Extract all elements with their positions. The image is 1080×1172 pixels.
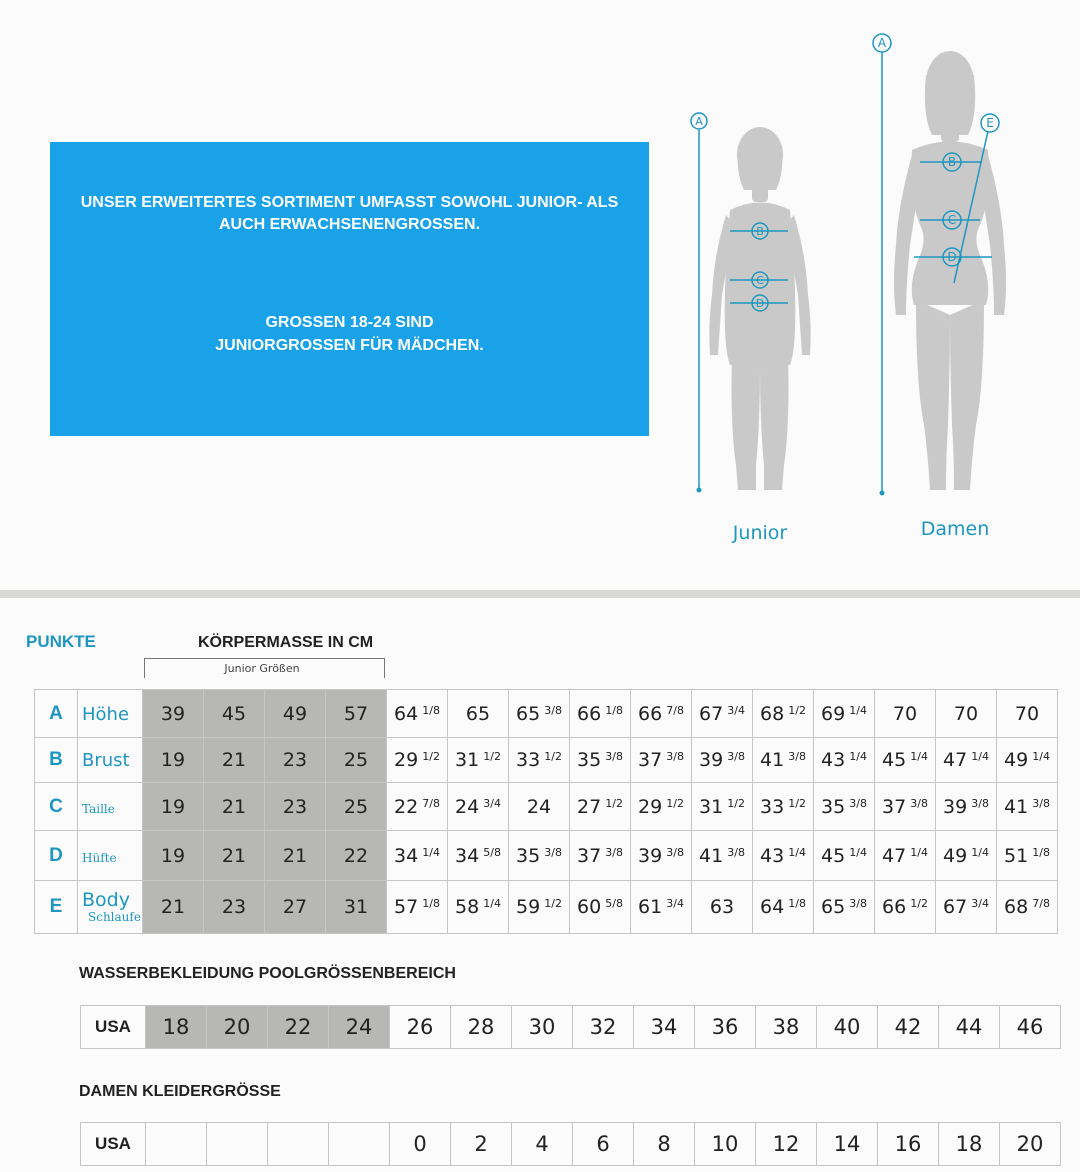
measurement-value: 33	[516, 749, 541, 771]
banner-line-2: AUCH ERWACHSENENGROSSEN.	[218, 216, 481, 233]
measurement-fraction: 1/4	[971, 750, 989, 763]
measurement-cell	[753, 881, 814, 934]
measurement-fraction: 3/8	[910, 796, 928, 810]
measurement-value: 31	[343, 896, 369, 918]
measurement-cell	[448, 881, 509, 934]
measurement-value: 51	[1004, 844, 1029, 867]
measurement-cell	[753, 831, 814, 881]
measurement-cell	[997, 881, 1058, 934]
measurement-value: 37	[638, 749, 663, 771]
measurement-cell	[936, 690, 997, 738]
measurement-cell	[631, 690, 692, 738]
measurement-fraction: 3/8	[788, 750, 806, 763]
measurement-cell	[997, 831, 1058, 881]
measurement-cell	[265, 831, 326, 881]
measurement-value: 27	[282, 896, 308, 918]
koerpermasse-heading: KÖRPERMASSE IN CM	[198, 634, 374, 651]
measurement-value: 22	[343, 844, 369, 867]
measurement-row	[35, 831, 1058, 881]
measurement-cell	[204, 738, 265, 783]
measurement-value: 45	[221, 702, 247, 725]
measurement-value: 64	[760, 896, 785, 918]
measurement-fraction: 3/8	[971, 796, 989, 810]
size-cell: 32	[573, 1006, 634, 1049]
damen-marker-c: C	[947, 213, 957, 227]
size-cell: 14	[817, 1123, 878, 1166]
dress-sizes-title: DAMEN KLEIDERGRÖSSE	[79, 1083, 281, 1100]
measurement-cell	[204, 831, 265, 881]
measurement-fraction: 7/8	[422, 796, 440, 810]
measurement-fraction: 3/8	[544, 703, 562, 717]
measurement-cell	[875, 690, 936, 738]
measurement-value: 63	[709, 896, 735, 918]
measurement-cell	[753, 783, 814, 831]
measurement-value: 21	[282, 844, 308, 867]
point-name-text: Taille	[82, 801, 115, 816]
point-letter: A	[35, 690, 78, 738]
measurement-cell	[814, 783, 875, 831]
measurement-value: 45	[882, 749, 907, 771]
measurement-cell	[936, 881, 997, 934]
measurement-cell	[387, 881, 448, 934]
measurement-value: 39	[160, 702, 186, 725]
measurement-cell	[509, 831, 570, 881]
measurement-value: 19	[160, 749, 186, 771]
info-banner	[50, 142, 649, 436]
measurement-fraction: 1/2	[605, 796, 623, 810]
measurement-cell	[143, 690, 204, 738]
point-name	[78, 738, 143, 783]
junior-marker-b: B	[756, 225, 764, 238]
measurement-cell	[204, 690, 265, 738]
measurement-value: 19	[160, 844, 186, 867]
size-cell: 16	[878, 1123, 939, 1166]
measurement-value: 70	[1014, 702, 1040, 725]
measurement-cell	[814, 738, 875, 783]
measurement-value: 70	[892, 702, 918, 725]
measurement-cell	[265, 690, 326, 738]
point-name-text: Höhe	[82, 703, 130, 725]
measurement-value: 23	[282, 749, 308, 771]
measurement-value: 70	[953, 702, 979, 725]
measurement-value: 41	[699, 844, 724, 867]
measurement-value: 68	[760, 702, 785, 725]
measurement-cell	[997, 738, 1058, 783]
measurement-value: 47	[882, 844, 907, 867]
measurement-value: 33	[760, 795, 785, 818]
measurement-cell	[265, 881, 326, 934]
measurement-cell	[875, 783, 936, 831]
measurement-cell	[814, 690, 875, 738]
measurement-value: 21	[221, 749, 247, 771]
measurement-cell	[570, 738, 631, 783]
measurement-fraction: 1/2	[788, 703, 806, 717]
size-cell: 22	[268, 1006, 329, 1049]
measurement-cell	[326, 738, 387, 783]
usa-label: USA	[81, 1123, 146, 1166]
measurement-value: 21	[160, 896, 186, 918]
measurement-cell	[753, 738, 814, 783]
measurement-value: 23	[221, 896, 247, 918]
measurement-fraction: 5/8	[605, 897, 623, 910]
size-cell: 34	[634, 1006, 695, 1049]
measurement-cell	[143, 738, 204, 783]
damen-marker-d: D	[947, 250, 957, 264]
measurement-value: 69	[821, 702, 846, 725]
size-cell	[146, 1123, 207, 1166]
measurement-fraction: 3/8	[666, 750, 684, 763]
measurement-fraction: 7/8	[666, 703, 684, 717]
size-cell: 0	[390, 1123, 451, 1166]
measurement-value: 31	[455, 749, 480, 771]
banner-line-3: GROSSEN 18-24 SIND	[265, 314, 434, 331]
measurement-value: 67	[943, 896, 968, 918]
pool-sizes-title: WASSERBEKLEIDUNG POOLGRÖSSENBEREICH	[79, 965, 456, 982]
measurement-cell	[631, 738, 692, 783]
size-cell	[268, 1123, 329, 1166]
point-letter: D	[35, 831, 78, 881]
measurement-value: 25	[343, 795, 369, 818]
pool-sizes-table	[80, 1005, 1061, 1049]
point-name-line2: Schlaufe	[88, 910, 141, 924]
measurement-fraction: 1/4	[422, 845, 440, 859]
measurement-fraction: 1/4	[849, 845, 867, 859]
junior-marker-d: D	[755, 297, 765, 310]
measurement-cell	[143, 831, 204, 881]
measurement-fraction: 1/2	[788, 796, 806, 810]
measurement-fraction: 1/2	[483, 750, 501, 763]
measurement-value: 39	[943, 795, 968, 818]
pool-sizes-row	[81, 1006, 1061, 1049]
measurement-cell	[509, 690, 570, 738]
size-cell: 46	[1000, 1006, 1061, 1049]
measurement-value: 45	[821, 844, 846, 867]
measurement-value: 58	[455, 896, 480, 918]
measurement-fraction: 7/8	[1032, 897, 1050, 910]
banner-line-1: UNSER ERWEITERTES SORTIMENT UMFASST SOWOHL JUNIOR- ALS	[80, 194, 619, 211]
size-cell: 8	[634, 1123, 695, 1166]
point-name	[78, 881, 143, 934]
punkte-heading: PUNKTE	[26, 632, 96, 651]
measurement-cell	[570, 783, 631, 831]
measurement-fraction: 3/4	[971, 897, 989, 910]
size-cell: 36	[695, 1006, 756, 1049]
measurement-cell	[387, 783, 448, 831]
measurement-cell	[326, 690, 387, 738]
measurement-value: 49	[1004, 749, 1029, 771]
measurement-cell	[875, 738, 936, 783]
measurement-row	[35, 738, 1058, 783]
measurement-fraction: 1/4	[788, 845, 806, 859]
point-letter: B	[35, 738, 78, 783]
measurement-fraction: 1/8	[422, 897, 440, 910]
measurement-cell	[387, 831, 448, 881]
measurement-figures	[680, 25, 1040, 555]
measurement-value: 43	[760, 844, 785, 867]
size-cell: 40	[817, 1006, 878, 1049]
size-cell: 20	[207, 1006, 268, 1049]
point-name	[78, 690, 143, 738]
measurement-row	[35, 690, 1058, 738]
measurement-cell	[997, 690, 1058, 738]
measurement-cell	[753, 690, 814, 738]
dress-sizes-table	[80, 1122, 1061, 1166]
measurement-cell	[509, 881, 570, 934]
measurement-fraction: 3/8	[849, 897, 867, 910]
measurement-fraction: 1/8	[1032, 845, 1050, 859]
measurement-fraction: 3/8	[727, 750, 745, 763]
measurement-cell	[387, 690, 448, 738]
measurement-value: 64	[394, 702, 419, 725]
size-cell: 2	[451, 1123, 512, 1166]
measurement-value: 37	[882, 795, 907, 818]
measurement-cell	[997, 783, 1058, 831]
measurement-fraction: 3/4	[483, 796, 501, 810]
measurement-value: 65	[516, 702, 541, 725]
measurement-cell	[326, 881, 387, 934]
point-letter: C	[35, 783, 78, 831]
measurement-value: 39	[638, 844, 663, 867]
measurement-cell	[448, 738, 509, 783]
size-cell: 12	[756, 1123, 817, 1166]
measurement-cell	[814, 831, 875, 881]
size-cell: 26	[390, 1006, 451, 1049]
section-divider	[0, 590, 1080, 598]
measurement-fraction: 1/4	[910, 845, 928, 859]
measurement-value: 61	[638, 896, 663, 918]
measurement-cell	[631, 881, 692, 934]
measurement-value: 34	[455, 844, 480, 867]
junior-sizes-label: Junior Größen	[224, 662, 300, 675]
size-cell: 20	[1000, 1123, 1061, 1166]
point-name-line1: Body	[82, 889, 130, 911]
measurement-value: 19	[160, 795, 186, 818]
banner-line-4: JUNIORGROSSEN FÜR MÄDCHEN.	[215, 337, 484, 354]
measurement-cell	[448, 783, 509, 831]
size-cell: 4	[512, 1123, 573, 1166]
size-cell: 44	[939, 1006, 1000, 1049]
measurement-cell	[265, 738, 326, 783]
measurement-value: 43	[821, 749, 846, 771]
measurement-fraction: 1/4	[849, 750, 867, 763]
measurement-cell	[692, 690, 753, 738]
junior-label: Junior	[732, 522, 788, 544]
measurement-row	[35, 783, 1058, 831]
measurement-value: 65	[465, 702, 491, 725]
measurement-fraction: 3/8	[849, 796, 867, 810]
measurement-cell	[570, 881, 631, 934]
measurement-fraction: 1/8	[788, 897, 806, 910]
measurement-fraction: 1/4	[910, 750, 928, 763]
measurement-value: 27	[577, 795, 602, 818]
measurement-value: 23	[282, 795, 308, 818]
measurement-cell	[570, 831, 631, 881]
measurement-value: 21	[221, 844, 247, 867]
measurement-value: 24	[526, 795, 552, 818]
measurement-value: 57	[394, 896, 419, 918]
junior-marker-a: A	[695, 115, 703, 128]
measurement-value: 29	[638, 795, 663, 818]
measurement-value: 41	[1004, 795, 1029, 818]
measurement-cell	[387, 738, 448, 783]
size-cell: 6	[573, 1123, 634, 1166]
measurement-value: 22	[394, 795, 419, 818]
measurement-cell	[448, 690, 509, 738]
measurement-cell	[570, 690, 631, 738]
measurement-value: 24	[455, 795, 480, 818]
measurement-value: 31	[699, 795, 724, 818]
damen-label: Damen	[920, 518, 990, 540]
measurement-cell	[692, 831, 753, 881]
measurement-cell	[692, 738, 753, 783]
measurement-value: 67	[699, 702, 724, 725]
junior-marker-c: C	[756, 274, 764, 287]
measurement-cell	[509, 738, 570, 783]
measurement-value: 35	[577, 749, 602, 771]
usa-label: USA	[81, 1006, 146, 1049]
measurement-value: 37	[577, 844, 602, 867]
measurement-cell	[448, 831, 509, 881]
measurement-cell	[143, 783, 204, 831]
measurement-value: 49	[282, 702, 308, 725]
measurement-cell	[326, 831, 387, 881]
measurement-fraction: 3/8	[544, 845, 562, 859]
size-cell: 24	[329, 1006, 390, 1049]
measurement-fraction: 1/8	[605, 703, 623, 717]
measurement-fraction: 1/4	[483, 897, 501, 910]
size-cell: 10	[695, 1123, 756, 1166]
measurement-cell	[509, 783, 570, 831]
measurement-fraction: 1/2	[544, 750, 562, 763]
point-name	[78, 831, 143, 881]
measurement-cell	[692, 783, 753, 831]
size-cell: 18	[939, 1123, 1000, 1166]
measurement-value: 57	[343, 702, 369, 725]
point-name-text: Brust	[82, 750, 130, 771]
measurement-cell	[936, 738, 997, 783]
measurement-value: 21	[221, 795, 247, 818]
measurement-cell	[631, 783, 692, 831]
point-name-text: Hüfte	[82, 850, 117, 865]
measurement-value: 39	[699, 749, 724, 771]
measurement-cell	[936, 783, 997, 831]
measurement-value: 29	[394, 749, 419, 771]
measurement-fraction: 1/2	[544, 897, 562, 910]
measurement-fraction: 1/2	[727, 796, 745, 810]
damen-marker-e: E	[986, 116, 994, 130]
measurement-value: 66	[882, 896, 907, 918]
measurement-fraction: 1/2	[910, 897, 928, 910]
measurement-cell	[814, 881, 875, 934]
measurement-value: 34	[394, 844, 419, 867]
measurement-cell	[631, 831, 692, 881]
measurement-cell	[204, 881, 265, 934]
measurement-fraction: 1/4	[971, 845, 989, 859]
measurement-cell	[936, 831, 997, 881]
dress-sizes-row	[81, 1123, 1061, 1166]
measurement-row	[35, 881, 1058, 934]
measurement-cell	[692, 881, 753, 934]
size-cell: 28	[451, 1006, 512, 1049]
measurement-value: 41	[760, 749, 785, 771]
damen-marker-a: A	[877, 36, 887, 50]
size-cell: 30	[512, 1006, 573, 1049]
measurement-value: 66	[577, 702, 602, 725]
measurement-value: 49	[943, 844, 968, 867]
measurement-value: 68	[1004, 896, 1029, 918]
measurement-value: 47	[943, 749, 968, 771]
measurement-cell	[265, 783, 326, 831]
measurement-fraction: 3/8	[605, 845, 623, 859]
size-cell: 18	[146, 1006, 207, 1049]
measurement-cell	[204, 783, 265, 831]
point-letter: E	[35, 881, 78, 934]
point-name	[78, 783, 143, 831]
size-cell	[207, 1123, 268, 1166]
measurement-fraction: 3/8	[605, 750, 623, 763]
measurement-fraction: 3/4	[727, 703, 745, 717]
measurement-fraction: 1/2	[422, 750, 440, 763]
measurement-fraction: 1/2	[666, 796, 684, 810]
measurement-value: 25	[343, 749, 369, 771]
measurement-table	[34, 689, 1058, 934]
measurement-value: 59	[516, 896, 541, 918]
measurement-fraction: 1/4	[1032, 750, 1050, 763]
measurement-cell	[143, 881, 204, 934]
measurement-value: 60	[577, 896, 602, 918]
measurement-fraction: 3/8	[1032, 796, 1050, 810]
measurement-cell	[875, 831, 936, 881]
damen-marker-b: B	[947, 155, 957, 169]
measurement-fraction: 3/8	[666, 845, 684, 859]
measurement-value: 35	[516, 844, 541, 867]
size-cell	[329, 1123, 390, 1166]
measurement-fraction: 3/4	[666, 897, 684, 910]
size-cell: 42	[878, 1006, 939, 1049]
measurement-fraction: 1/8	[422, 703, 440, 717]
measurement-cell	[875, 881, 936, 934]
measurement-fraction: 5/8	[483, 845, 501, 859]
measurement-cell	[326, 783, 387, 831]
measurement-value: 65	[821, 896, 846, 918]
measurement-value: 66	[638, 702, 663, 725]
measurement-fraction: 3/8	[727, 845, 745, 859]
measurement-fraction: 1/4	[849, 703, 867, 717]
measurement-value: 35	[821, 795, 846, 818]
size-cell: 38	[756, 1006, 817, 1049]
